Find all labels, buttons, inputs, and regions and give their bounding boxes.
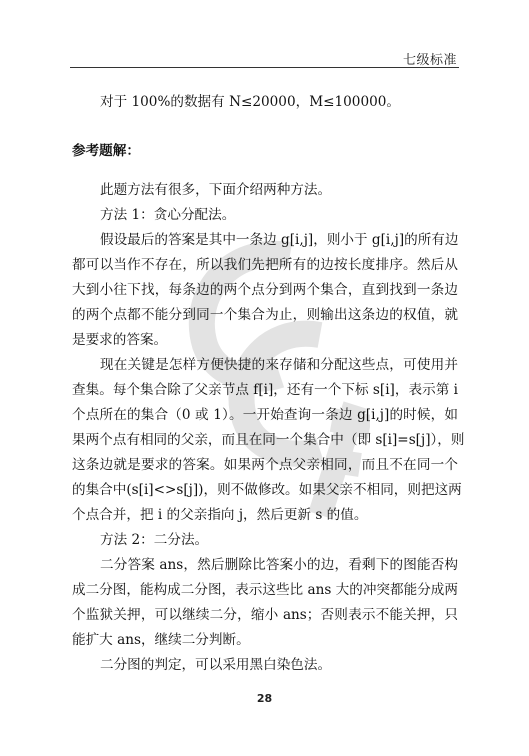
constraint-line: 对于 100%的数据有 N≤20000，M≤100000。 — [100, 94, 400, 110]
paragraph-line-20: 二分图的判定，可以采用黑白染色法。 — [100, 657, 332, 673]
paragraph-line-8: 现在关键是怎样方便快捷的来存储和分配这些点，可使用并 — [100, 357, 458, 373]
paragraph-line-9: 查集。每个集合除了父亲节点 f[i]，还有一个下标 s[i]，表示第 i — [72, 382, 458, 398]
paragraph-line-14: 个点合并，把 i 的父亲指向 j，然后更新 s 的值。 — [72, 507, 368, 523]
paragraph-line-3: 假设最后的答案是其中一条边 g[i,j]，则小于 g[i,j]的所有边 — [100, 232, 459, 248]
paragraph-line-18: 个监狱关押，可以继续二分，缩小 ans；否则表示不能关押，只 — [72, 607, 458, 623]
paragraph-line-19: 能扩大 ans，继续二分判断。 — [72, 632, 250, 648]
paragraph-line-1: 此题方法有很多，下面介绍两种方法。 — [100, 182, 332, 198]
paragraph-line-16: 二分答案 ans，然后删除比答案小的边，看剩下的图能否构 — [100, 557, 458, 573]
header-divider — [70, 67, 459, 68]
paragraph-line-17: 成二分图，能构成二分图，表示这些比 ans 大的冲突都能分成两 — [72, 582, 458, 598]
paragraph-line-4: 都可以当作不存在，所以我们先把所有的边按长度排序。然后从 — [72, 257, 458, 273]
running-header-title: 七级标准 — [402, 53, 457, 68]
paragraph-line-7: 是要求的答案。 — [72, 332, 168, 348]
paragraph-line-5: 大到小往下找，每条边的两个点分到两个集合，直到找到一条边 — [72, 282, 458, 298]
method-2-heading: 方法 2：二分法。 — [100, 532, 209, 548]
section-heading: 参考题解： — [72, 143, 140, 159]
paragraph-line-13: 的集合中(s[i]<>s[j])，则不做修改。如果父亲不相同，则把这两 — [72, 482, 462, 498]
paragraph-line-6: 的两个点都不能分到同一个集合为止，则输出这条边的权值，就 — [72, 307, 458, 323]
paragraph-line-10: 个点所在的集合（0 或 1）。一开始查询一条边 g[i,j]的时候，如 — [72, 407, 458, 423]
page-number: 28 — [256, 692, 273, 705]
paragraph-line-12: 这条边就是要求的答案。如果两个点父亲相同，而且不在同一个 — [72, 457, 458, 473]
method-1-heading: 方法 1：贪心分配法。 — [100, 207, 236, 223]
paragraph-line-11: 果两个点有相同的父亲，而且在同一个集合中（即 s[i]=s[j]），则 — [72, 432, 465, 448]
